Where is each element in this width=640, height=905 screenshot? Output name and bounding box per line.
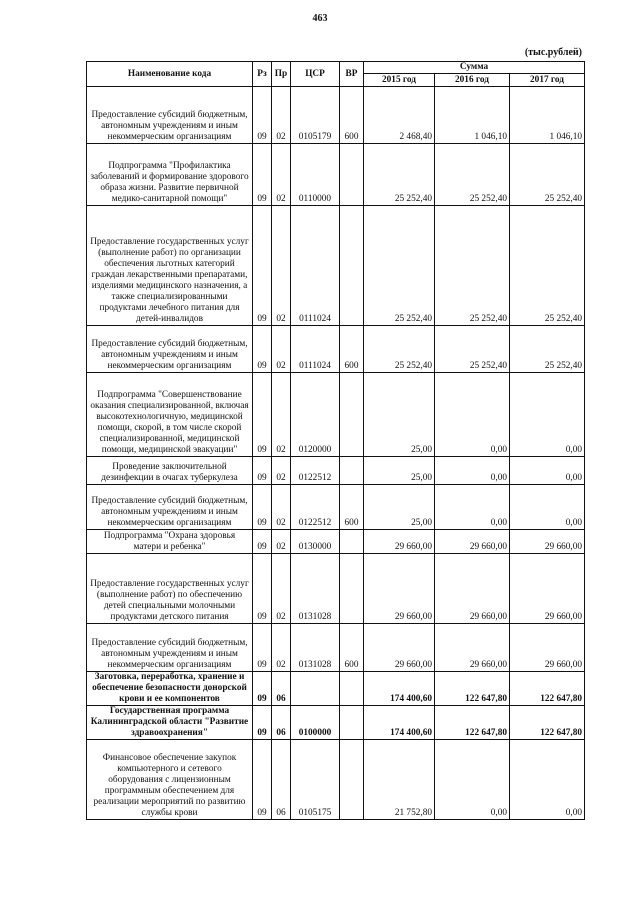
cell-rz: 09 [253, 530, 272, 554]
header-csr: ЦСР [291, 62, 340, 87]
cell-y2016: 122 647,80 [435, 672, 510, 706]
cell-name: Подпрограмма "Профилактика заболеваний и формирование здорового образа жизни. Развитие первичной медико-санитарной помощи" [87, 144, 253, 206]
cell-name: Предоставление субсидий бюджетным, автономным учреждениям и иным некоммерческим организациям [87, 485, 253, 530]
table-row [87, 144, 585, 206]
cell-rz: 09 [253, 206, 272, 326]
cell-pr: 02 [272, 373, 291, 457]
cell-y2015: 25,00 [364, 485, 435, 530]
cell-y2015: 25 252,40 [364, 206, 435, 326]
cell-y2016: 29 660,00 [435, 624, 510, 672]
cell-csr: 0111024 [291, 206, 340, 326]
cell-y2017: 25 252,40 [510, 144, 585, 206]
table-body [87, 87, 585, 820]
cell-rz: 09 [253, 485, 272, 530]
cell-y2015: 2 468,40 [364, 87, 435, 144]
cell-pr: 02 [272, 530, 291, 554]
cell-pr: 06 [272, 706, 291, 740]
table-row [87, 87, 585, 144]
cell-y2017: 29 660,00 [510, 530, 585, 554]
cell-y2015: 25 252,40 [364, 326, 435, 373]
cell-y2016: 0,00 [435, 740, 510, 820]
table-row [87, 530, 585, 554]
cell-y2017: 122 647,80 [510, 706, 585, 740]
cell-y2016: 25 252,40 [435, 206, 510, 326]
cell-csr: 0122512 [291, 485, 340, 530]
cell-rz: 09 [253, 672, 272, 706]
cell-csr: 0100000 [291, 706, 340, 740]
header-pr: Пр [272, 62, 291, 87]
cell-name: Заготовка, переработка, хранение и обеспечение безопасности донорской крови и ее компонентов [87, 672, 253, 706]
cell-rz: 09 [253, 706, 272, 740]
cell-vr [340, 144, 364, 206]
cell-csr: 0131028 [291, 554, 340, 624]
cell-y2017: 25 252,40 [510, 326, 585, 373]
cell-csr: 0120000 [291, 373, 340, 457]
cell-pr: 02 [272, 326, 291, 373]
table-row [87, 706, 585, 740]
table-row [87, 554, 585, 624]
cell-y2017: 0,00 [510, 457, 585, 485]
cell-rz: 09 [253, 554, 272, 624]
cell-y2016: 0,00 [435, 373, 510, 457]
cell-name: Предоставление государственных услуг (выполнение работ) по организации обеспечения льготных категорий граждан лекарственными препаратами, изделиями медицинского назначения, а также специализированными продуктами лечебного питания для детей-инвалидов [87, 206, 253, 326]
cell-name: Подпрограмма "Охрана здоровья матери и ребенка" [87, 530, 253, 554]
cell-pr: 06 [272, 740, 291, 820]
cell-rz: 09 [253, 457, 272, 485]
table-row [87, 326, 585, 373]
cell-vr [340, 530, 364, 554]
cell-y2017: 0,00 [510, 485, 585, 530]
table-row [87, 457, 585, 485]
cell-rz: 09 [253, 373, 272, 457]
cell-y2017: 29 660,00 [510, 554, 585, 624]
cell-pr: 02 [272, 554, 291, 624]
table-row [87, 485, 585, 530]
cell-name: Государственная программа Калининградской области "Развитие здравоохранения" [87, 706, 253, 740]
cell-pr: 02 [272, 485, 291, 530]
cell-vr [340, 706, 364, 740]
cell-csr: 0130000 [291, 530, 340, 554]
cell-rz: 09 [253, 326, 272, 373]
cell-y2016: 0,00 [435, 457, 510, 485]
table-row [87, 624, 585, 672]
header-vr: ВР [340, 62, 364, 87]
page-number: 463 [312, 13, 328, 24]
cell-y2015: 29 660,00 [364, 554, 435, 624]
cell-y2016: 29 660,00 [435, 554, 510, 624]
cell-csr: 0111024 [291, 326, 340, 373]
cell-y2017: 0,00 [510, 373, 585, 457]
cell-name: Предоставление субсидий бюджетным, автономным учреждениям и иным некоммерческим организациям [87, 624, 253, 672]
header-sum: Сумма [364, 62, 585, 74]
cell-csr: 0110000 [291, 144, 340, 206]
cell-pr: 02 [272, 206, 291, 326]
cell-y2015: 21 752,80 [364, 740, 435, 820]
cell-y2015: 174 400,60 [364, 706, 435, 740]
cell-csr: 0105175 [291, 740, 340, 820]
table-row [87, 206, 585, 326]
cell-y2016: 29 660,00 [435, 530, 510, 554]
cell-csr: 0105179 [291, 87, 340, 144]
cell-vr [340, 554, 364, 624]
cell-csr [291, 672, 340, 706]
header-year-2015: 2015 год [364, 74, 435, 87]
cell-name: Предоставление субсидий бюджетным, автономным учреждениям и иным некоммерческим организациям [87, 87, 253, 144]
cell-y2017: 0,00 [510, 740, 585, 820]
cell-csr: 0131028 [291, 624, 340, 672]
cell-name: Предоставление государственных услуг (выполнение работ) по обеспечению детей специальными молочными продуктами детского питания [87, 554, 253, 624]
table-row [87, 672, 585, 706]
cell-vr: 600 [340, 87, 364, 144]
cell-y2016: 25 252,40 [435, 326, 510, 373]
units-label: (тыс.рублей) [524, 47, 582, 58]
header-name: Наименование кода [87, 62, 253, 87]
cell-vr [340, 457, 364, 485]
cell-rz: 09 [253, 740, 272, 820]
cell-pr: 02 [272, 624, 291, 672]
cell-vr [340, 740, 364, 820]
cell-y2017: 25 252,40 [510, 206, 585, 326]
cell-rz: 09 [253, 624, 272, 672]
cell-name: Проведение заключительной дезинфекции в очагах туберкулеза [87, 457, 253, 485]
cell-name: Подпрограмма "Совершенствование оказания специализированной, включая высокотехнологичную, медицинской помощи, скорой, в том числе скорой специализированной, медицинской помощи, медицинской эвакуации" [87, 373, 253, 457]
cell-vr: 600 [340, 624, 364, 672]
cell-pr: 02 [272, 87, 291, 144]
cell-rz: 09 [253, 87, 272, 144]
cell-y2016: 122 647,80 [435, 706, 510, 740]
table-row [87, 740, 585, 820]
cell-y2017: 122 647,80 [510, 672, 585, 706]
cell-pr: 06 [272, 672, 291, 706]
cell-y2015: 25 252,40 [364, 144, 435, 206]
cell-y2015: 25,00 [364, 457, 435, 485]
cell-rz: 09 [253, 144, 272, 206]
cell-vr: 600 [340, 326, 364, 373]
cell-y2016: 0,00 [435, 485, 510, 530]
cell-pr: 02 [272, 144, 291, 206]
cell-y2015: 29 660,00 [364, 624, 435, 672]
cell-name: Предоставление субсидий бюджетным, автономным учреждениям и иным некоммерческим организациям [87, 326, 253, 373]
header-year-2017: 2017 год [510, 74, 585, 87]
header-year-2016: 2016 год [435, 74, 510, 87]
cell-name: Финансовое обеспечение закупок компьютерного и сетевого оборудования с лицензионным программным обеспечением для реализации мероприятий по развитию службы крови [87, 740, 253, 820]
cell-y2017: 29 660,00 [510, 624, 585, 672]
cell-y2015: 174 400,60 [364, 672, 435, 706]
cell-y2015: 25,00 [364, 373, 435, 457]
cell-csr: 0122512 [291, 457, 340, 485]
header-rz: Рз [253, 62, 272, 87]
cell-vr: 600 [340, 485, 364, 530]
cell-pr: 02 [272, 457, 291, 485]
cell-vr [340, 672, 364, 706]
cell-y2015: 29 660,00 [364, 530, 435, 554]
table-row [87, 373, 585, 457]
budget-table [86, 61, 585, 820]
cell-y2016: 25 252,40 [435, 144, 510, 206]
cell-y2017: 1 046,10 [510, 87, 585, 144]
cell-y2016: 1 046,10 [435, 87, 510, 144]
cell-vr [340, 206, 364, 326]
cell-vr [340, 373, 364, 457]
